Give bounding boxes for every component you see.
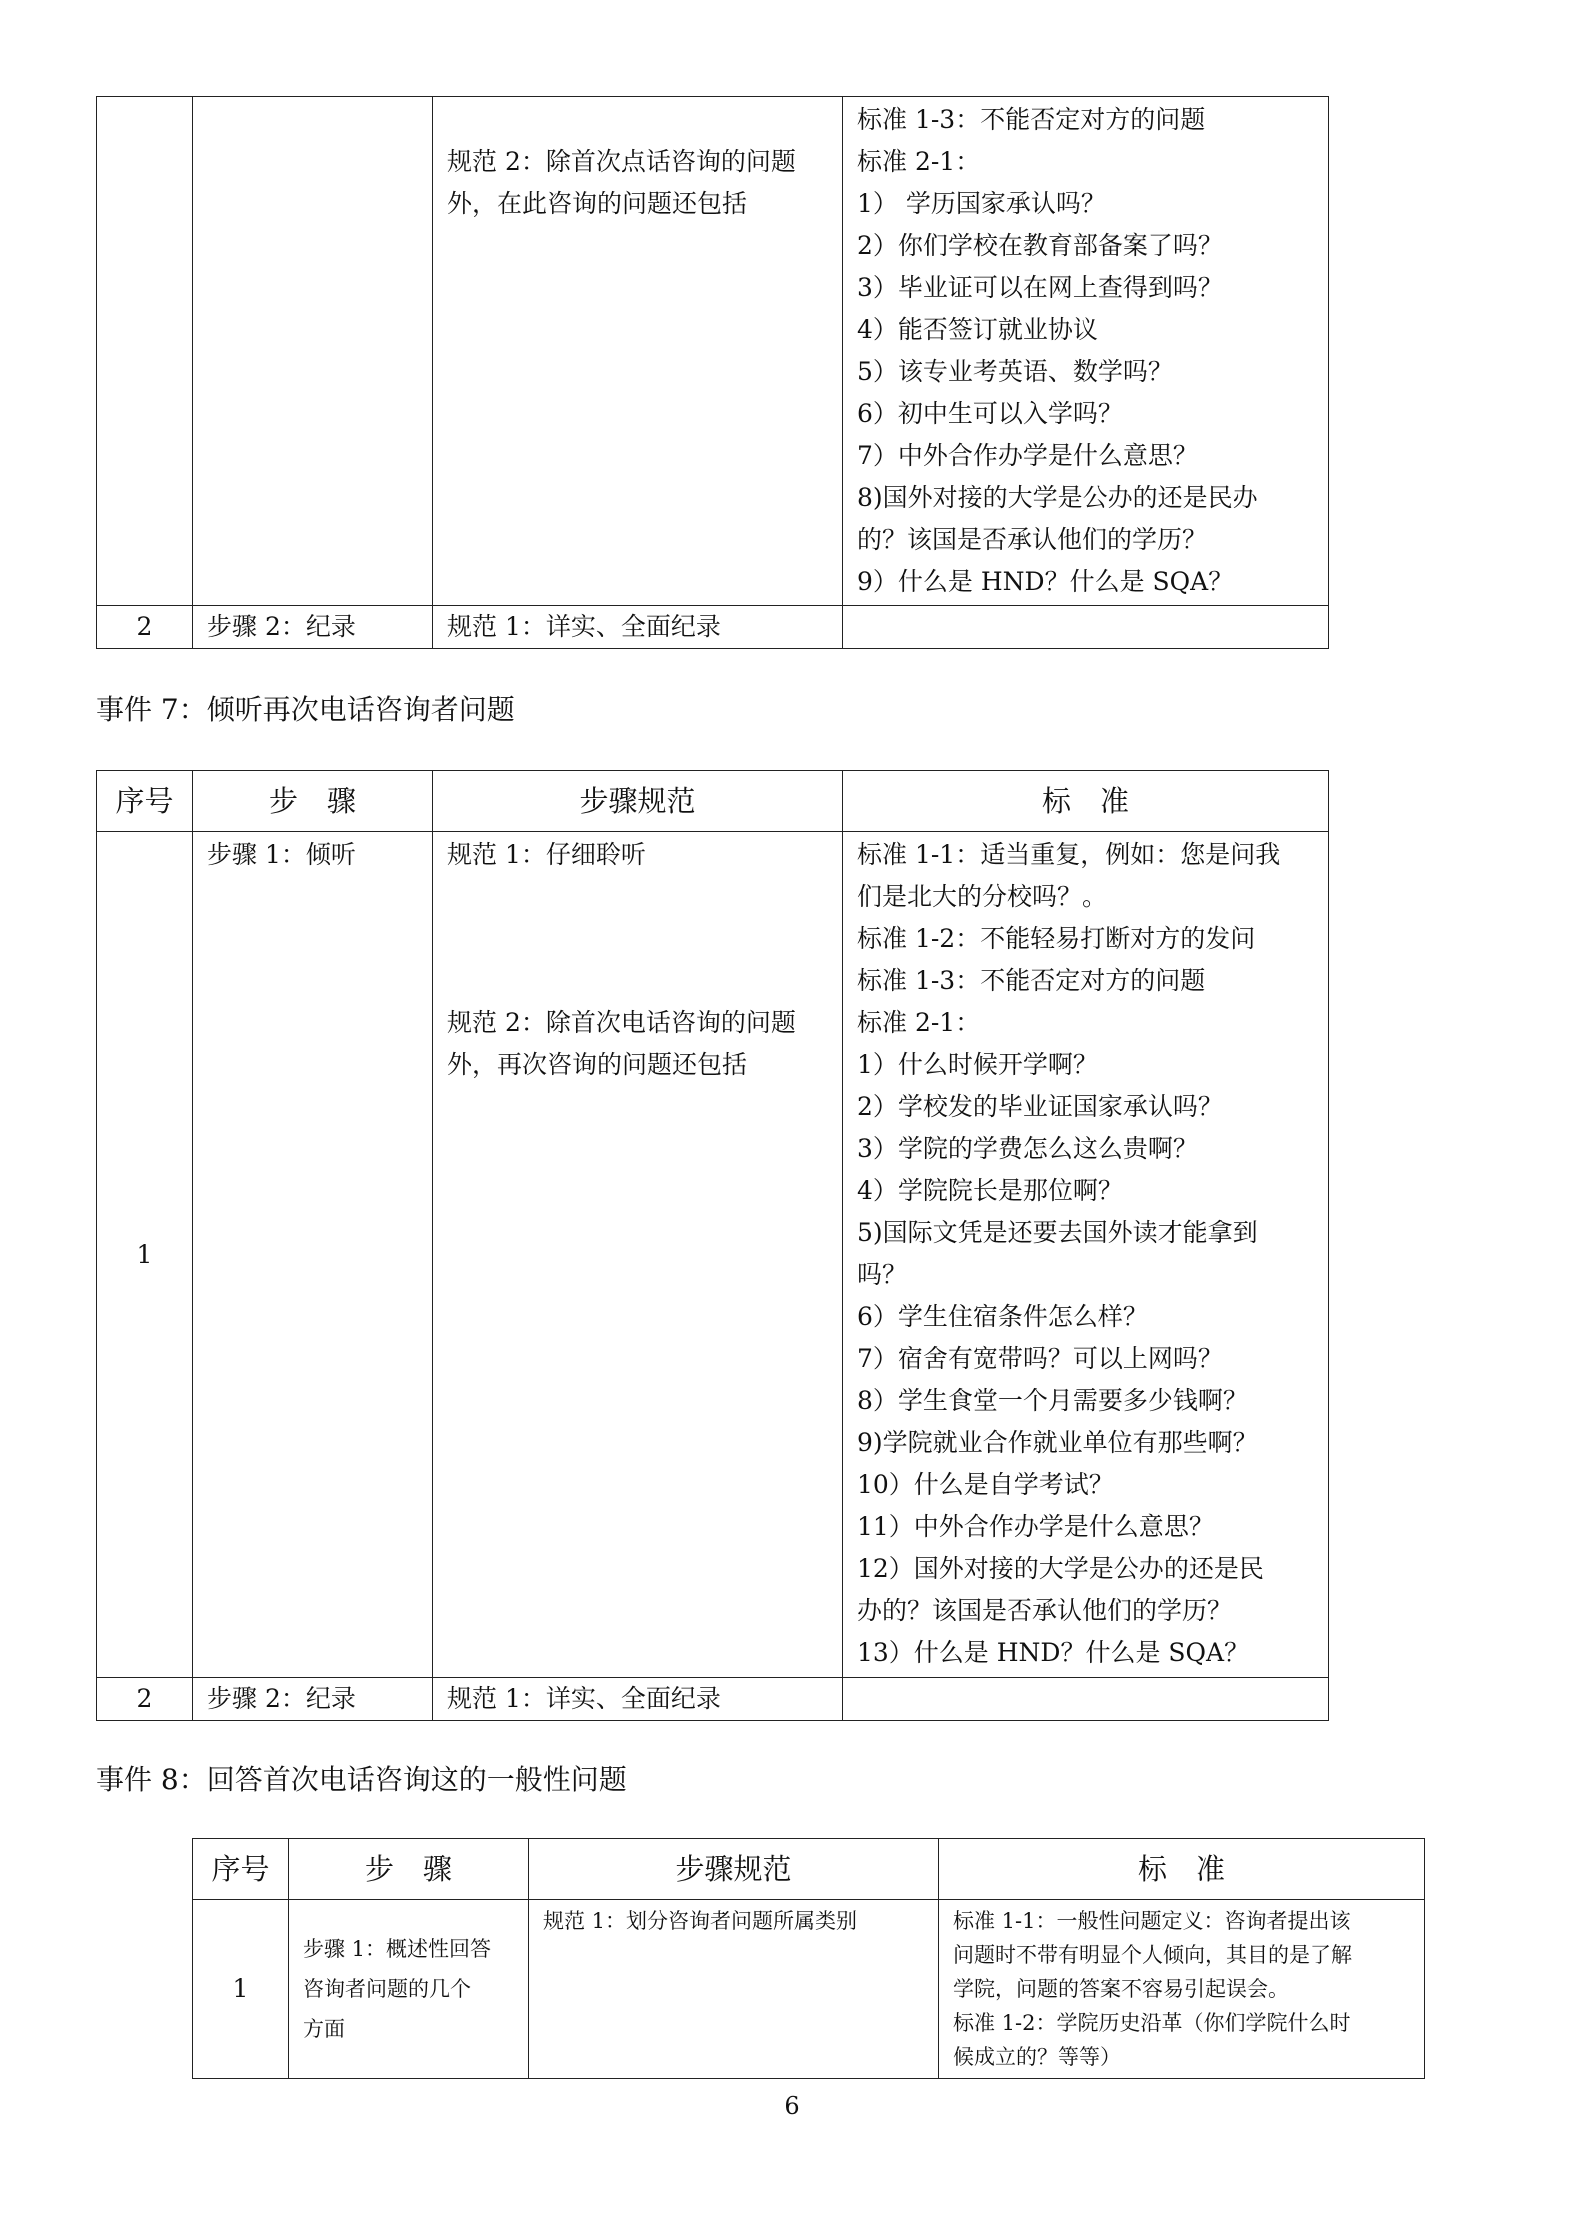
std-line: 办的？该国是否承认他们的学历？ (857, 1596, 1233, 1625)
event8-title: 事件 8：回答首次电话咨询这的一般性问题 (96, 1763, 627, 1796)
step-cell (193, 606, 433, 649)
spec-line: 外，再次咨询的问题还包括 (447, 1050, 748, 1079)
std-cell (939, 1900, 1425, 2079)
std-line: 5)国际文凭是还要去国外读才能拿到 (857, 1218, 1258, 1247)
std-line: 4）能否签订就业协议 (857, 315, 1098, 344)
header-num: 序号 (97, 771, 193, 832)
std-line: 标准 2-1： (857, 1008, 981, 1037)
std-line: 标准 1-3：不能否定对方的问题 (857, 105, 1206, 134)
spec-line: 规范 2：除首次点话咨询的问题 (447, 147, 796, 176)
table-row (193, 1900, 1425, 2079)
std-line: 3）学院的学费怎么这么贵啊？ (857, 1134, 1198, 1163)
table-row (97, 832, 1329, 1678)
spec-text: 规范 1：划分咨询者问题所属类别 (543, 1909, 858, 1933)
std-line: 9）什么是 HND？什么是 SQA？ (857, 567, 1234, 596)
std-line: 候成立的？等等） (953, 2045, 1121, 2069)
spec-cell (433, 832, 843, 1678)
header-num: 序号 (193, 1839, 289, 1900)
std-line: 吗？ (857, 1260, 908, 1289)
step-cell (193, 97, 433, 606)
std-line: 的？该国是否承认他们的学历？ (857, 525, 1208, 554)
spec-cell (433, 1678, 843, 1721)
table-row (97, 1678, 1329, 1721)
table-header-row (97, 771, 1329, 832)
table-event8 (192, 1838, 1425, 2079)
step-cell (193, 1678, 433, 1721)
std-line: 2）你们学校在教育部备案了吗？ (857, 231, 1223, 260)
step-line: 咨询者问题的几个 (303, 1977, 471, 2001)
std-line: 11）中外合作办学是什么意思？ (857, 1512, 1214, 1541)
std-line: 标准 1-3：不能否定对方的问题 (857, 966, 1206, 995)
step-cell (193, 832, 433, 1678)
num-cell: 2 (97, 606, 193, 649)
num-cell: 1 (193, 1900, 289, 2079)
std-line: 标准 1-1：适当重复，例如：您是问我 (857, 840, 1281, 869)
step-text: 步骤 2：纪录 (207, 1684, 356, 1713)
table-event6-continued (96, 96, 1329, 649)
table-row (97, 97, 1329, 606)
spec-line: 规范 1：仔细聆听 (447, 840, 646, 869)
spec-cell (433, 606, 843, 649)
step-text: 步骤 2：纪录 (207, 612, 356, 641)
std-line: 8)国外对接的大学是公办的还是民办 (857, 483, 1258, 512)
step-text: 步骤 1：倾听 (207, 840, 356, 869)
table-row (97, 606, 1329, 649)
std-line: 学院，问题的答案不容易引起误会。 (953, 1977, 1289, 2001)
spec-cell (433, 97, 843, 606)
std-line: 5）该专业考英语、数学吗？ (857, 357, 1173, 386)
std-cell (843, 97, 1329, 606)
num-cell: 2 (97, 1678, 193, 1721)
std-line: 7）中外合作办学是什么意思？ (857, 441, 1198, 470)
std-line: 标准 1-1：一般性问题定义：咨询者提出该 (953, 1909, 1351, 1933)
std-line: 问题时不带有明显个人倾向，其目的是了解 (953, 1943, 1352, 1967)
std-line: 1） 学历国家承认吗？ (857, 189, 1106, 218)
step-line: 步骤 1：概述性回答 (303, 1937, 492, 1961)
std-line: 6）初中生可以入学吗？ (857, 399, 1123, 428)
std-line: 6）学生住宿条件怎么样？ (857, 1302, 1148, 1331)
std-line: 标准 2-1： (857, 147, 981, 176)
std-cell (843, 606, 1329, 649)
std-line: 1）什么时候开学啊？ (857, 1050, 1098, 1079)
std-line: 2）学校发的毕业证国家承认吗？ (857, 1092, 1223, 1121)
std-line: 4）学院院长是那位啊？ (857, 1176, 1123, 1205)
std-cell (843, 832, 1329, 1678)
std-line: 7）宿舍有宽带吗？可以上网吗？ (857, 1344, 1223, 1373)
step-cell (289, 1900, 529, 2079)
table-event7 (96, 770, 1329, 1721)
std-line: 8）学生食堂一个月需要多少钱啊？ (857, 1386, 1248, 1415)
num-cell: 1 (97, 832, 193, 1678)
std-line: 9)学院就业合作就业单位有那些啊？ (857, 1428, 1258, 1457)
spec-cell (529, 1900, 939, 2079)
std-line: 们是北大的分校吗？。 (857, 882, 1108, 911)
std-line: 12）国外对接的大学是公办的还是民 (857, 1554, 1264, 1583)
std-line: 10）什么是自学考试？ (857, 1470, 1114, 1499)
header-step: 步 骤 (193, 771, 433, 832)
std-line: 13）什么是 HND？什么是 SQA？ (857, 1638, 1250, 1667)
std-line: 标准 1-2：学院历史沿革（你们学院什么时 (953, 2011, 1351, 2035)
std-cell (843, 1678, 1329, 1721)
spec-text: 规范 1：详实、全面纪录 (447, 612, 721, 641)
table-header-row (193, 1839, 1425, 1900)
spec-text: 规范 1：详实、全面纪录 (447, 1684, 721, 1713)
num-cell (97, 97, 193, 606)
page-number: 6 (784, 2092, 800, 2120)
std-line: 3）毕业证可以在网上查得到吗？ (857, 273, 1223, 302)
std-line: 标准 1-2：不能轻易打断对方的发问 (857, 924, 1256, 953)
header-std: 标 准 (939, 1839, 1425, 1900)
spec-line: 外，在此咨询的问题还包括 (447, 189, 748, 218)
header-step: 步 骤 (289, 1839, 529, 1900)
header-spec: 步骤规范 (433, 771, 843, 832)
spec-line: 规范 2：除首次电话咨询的问题 (447, 1008, 796, 1037)
header-spec: 步骤规范 (529, 1839, 939, 1900)
step-line: 方面 (303, 2017, 345, 2041)
event7-title: 事件 7：倾听再次电话咨询者问题 (96, 693, 515, 726)
header-std: 标 准 (843, 771, 1329, 832)
